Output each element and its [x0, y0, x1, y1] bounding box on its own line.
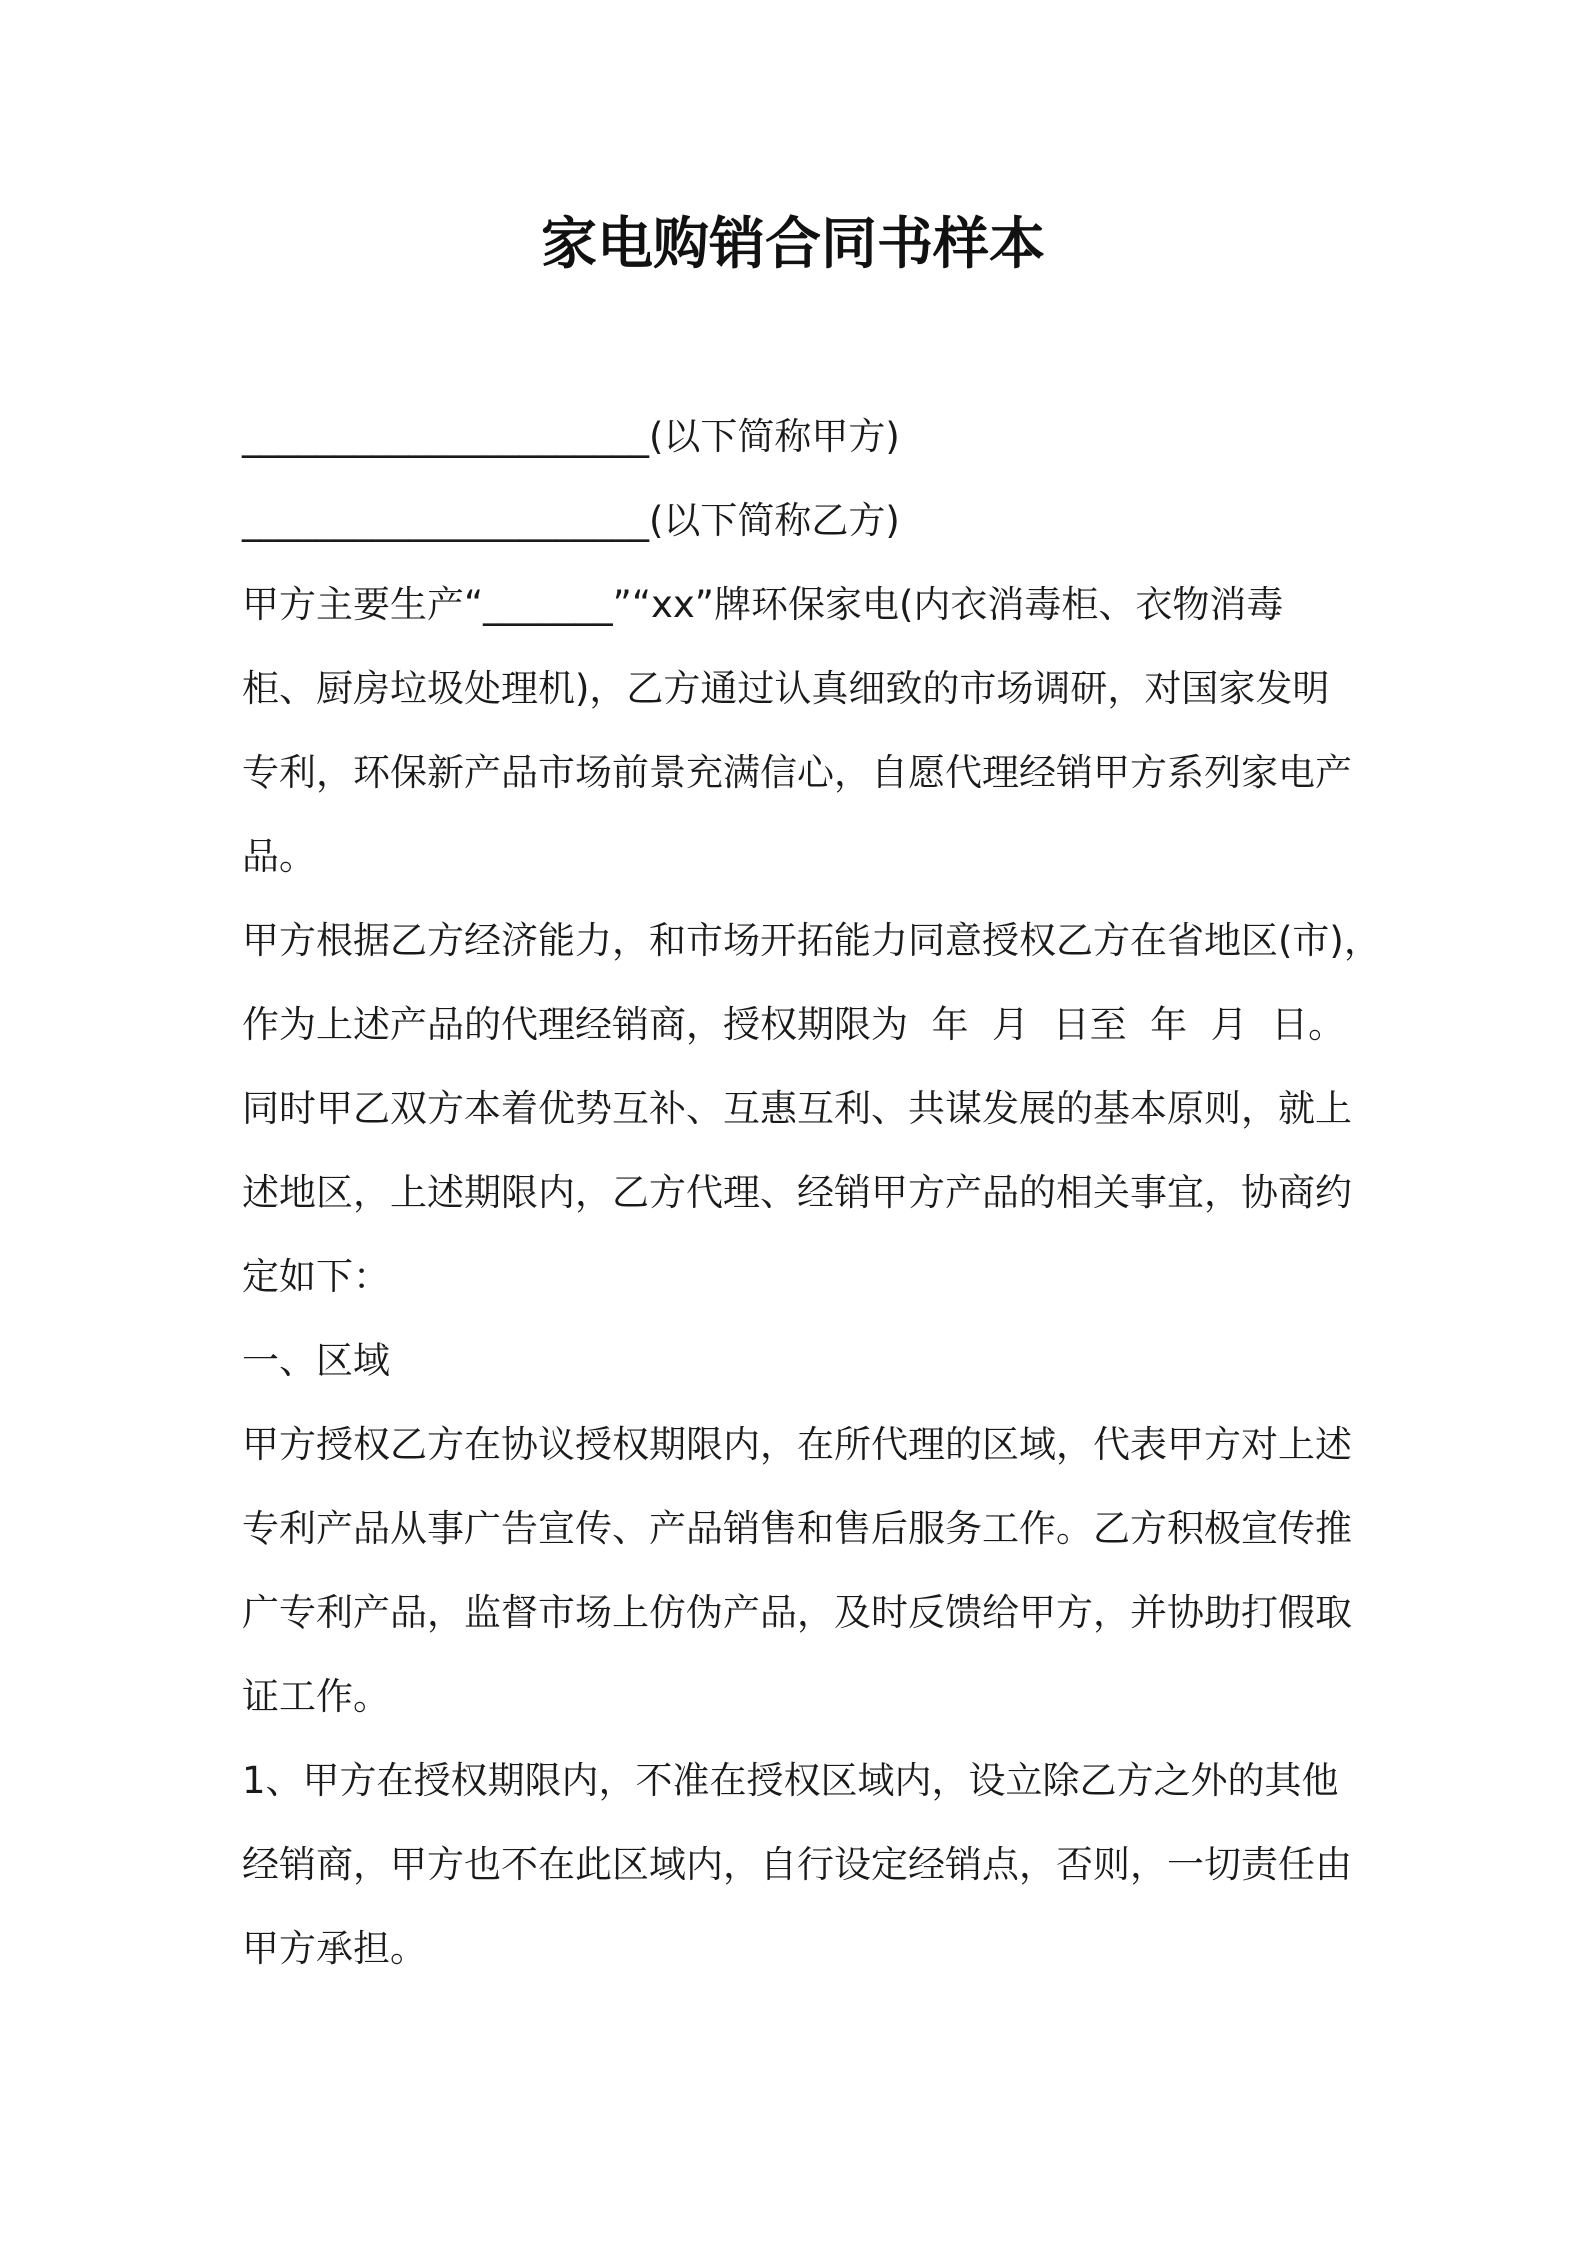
clause-1-paragraph	[242, 1739, 1442, 1991]
party-a-paragraph	[242, 395, 1442, 479]
clause-1-line: 经销商，甲方也不在此区域内，自行设定经销点，否则，一切责任由	[242, 1843, 1352, 1886]
party-b-paragraph	[242, 479, 1442, 563]
intro-line: 专利，环保新产品市场前景充满信心，自愿代理经销甲方系列家电产	[242, 751, 1352, 794]
section-1-line: 广专利产品，监督市场上仿伪产品，及时反馈给甲方，并协助打假取	[242, 1591, 1352, 1634]
section-1-paragraph	[242, 1403, 1442, 1739]
document-title: 家电购销合同书样本	[541, 212, 1045, 277]
authorization-line: 作为上述产品的代理经销商，授权期限为 年 月 日至 年 月 日。	[242, 1003, 1346, 1046]
principles-line: 述地区，上述期限内，乙方代理、经销甲方产品的相关事宜，协商约	[242, 1171, 1352, 1214]
intro-line: 柜、厨房垃圾处理机)，乙方通过认真细致的市场调研，对国家发明	[242, 667, 1330, 710]
principles-paragraph	[242, 1067, 1442, 1319]
clause-1-line: 甲方承担。	[242, 1927, 427, 1970]
party-a-line: ______________________(以下简称甲方)	[242, 415, 900, 458]
intro-line: 品。	[242, 835, 316, 878]
authorization-line: 甲方根据乙方经济能力，和市场开拓能力同意授权乙方在省地区(市)，	[242, 919, 1381, 962]
section-1-heading-block	[242, 1319, 1442, 1403]
section-heading: 一、区域	[242, 1339, 390, 1382]
section-1-line: 专利产品从事广告宣传、产品销售和售后服务工作。乙方积极宣传推	[242, 1507, 1352, 1550]
party-b-line: ______________________(以下简称乙方)	[242, 499, 900, 542]
intro-paragraph	[242, 563, 1442, 899]
intro-line: 甲方主要生产“_______”“xx”牌环保家电(内衣消毒柜、衣物消毒	[242, 583, 1284, 626]
principles-line: 定如下：	[242, 1255, 390, 1298]
authorization-paragraph	[242, 899, 1442, 1067]
section-1-line: 证工作。	[242, 1675, 390, 1718]
section-1-line: 甲方授权乙方在协议授权期限内，在所代理的区域，代表甲方对上述	[242, 1423, 1352, 1466]
document-body	[242, 395, 1442, 1991]
principles-line: 同时甲乙双方本着优势互补、互惠互利、共谋发展的基本原则，就上	[242, 1087, 1352, 1130]
clause-1-line: 1、甲方在授权期限内，不准在授权区域内，设立除乙方之外的其他	[242, 1759, 1339, 1802]
